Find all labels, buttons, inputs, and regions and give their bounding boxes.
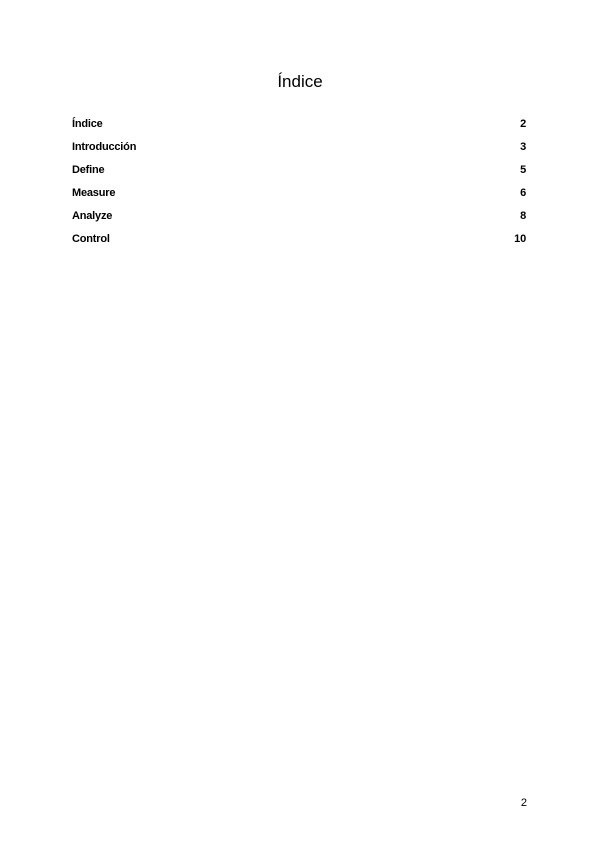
toc-entry-page-number: 2: [520, 118, 526, 130]
toc-entry-page-number: 8: [520, 210, 526, 222]
toc-entry-control[interactable]: [72, 231, 526, 254]
toc-entry-label: Define: [72, 164, 105, 176]
toc-entry-page-number: 3: [520, 141, 526, 153]
toc-entry-label: Control: [72, 233, 110, 245]
toc-entry-page-number: 6: [520, 187, 526, 199]
table-of-contents: [72, 116, 526, 254]
toc-entry-measure[interactable]: [72, 185, 526, 208]
toc-entry-label: Introducción: [72, 141, 137, 153]
toc-entry-label: Measure: [72, 187, 116, 199]
toc-entry-label: Índice: [72, 118, 103, 130]
toc-entry-page-number: 5: [520, 164, 526, 176]
page-title: Índice: [277, 72, 323, 91]
toc-entry-introduccion[interactable]: [72, 139, 526, 162]
toc-entry-analyze[interactable]: [72, 208, 526, 231]
toc-entry-page-number: 10: [514, 233, 526, 245]
toc-entry-label: Analyze: [72, 210, 113, 222]
page-footer-number: 2: [520, 797, 527, 809]
toc-entry-define[interactable]: [72, 162, 526, 185]
toc-entry-indice[interactable]: [72, 116, 526, 139]
